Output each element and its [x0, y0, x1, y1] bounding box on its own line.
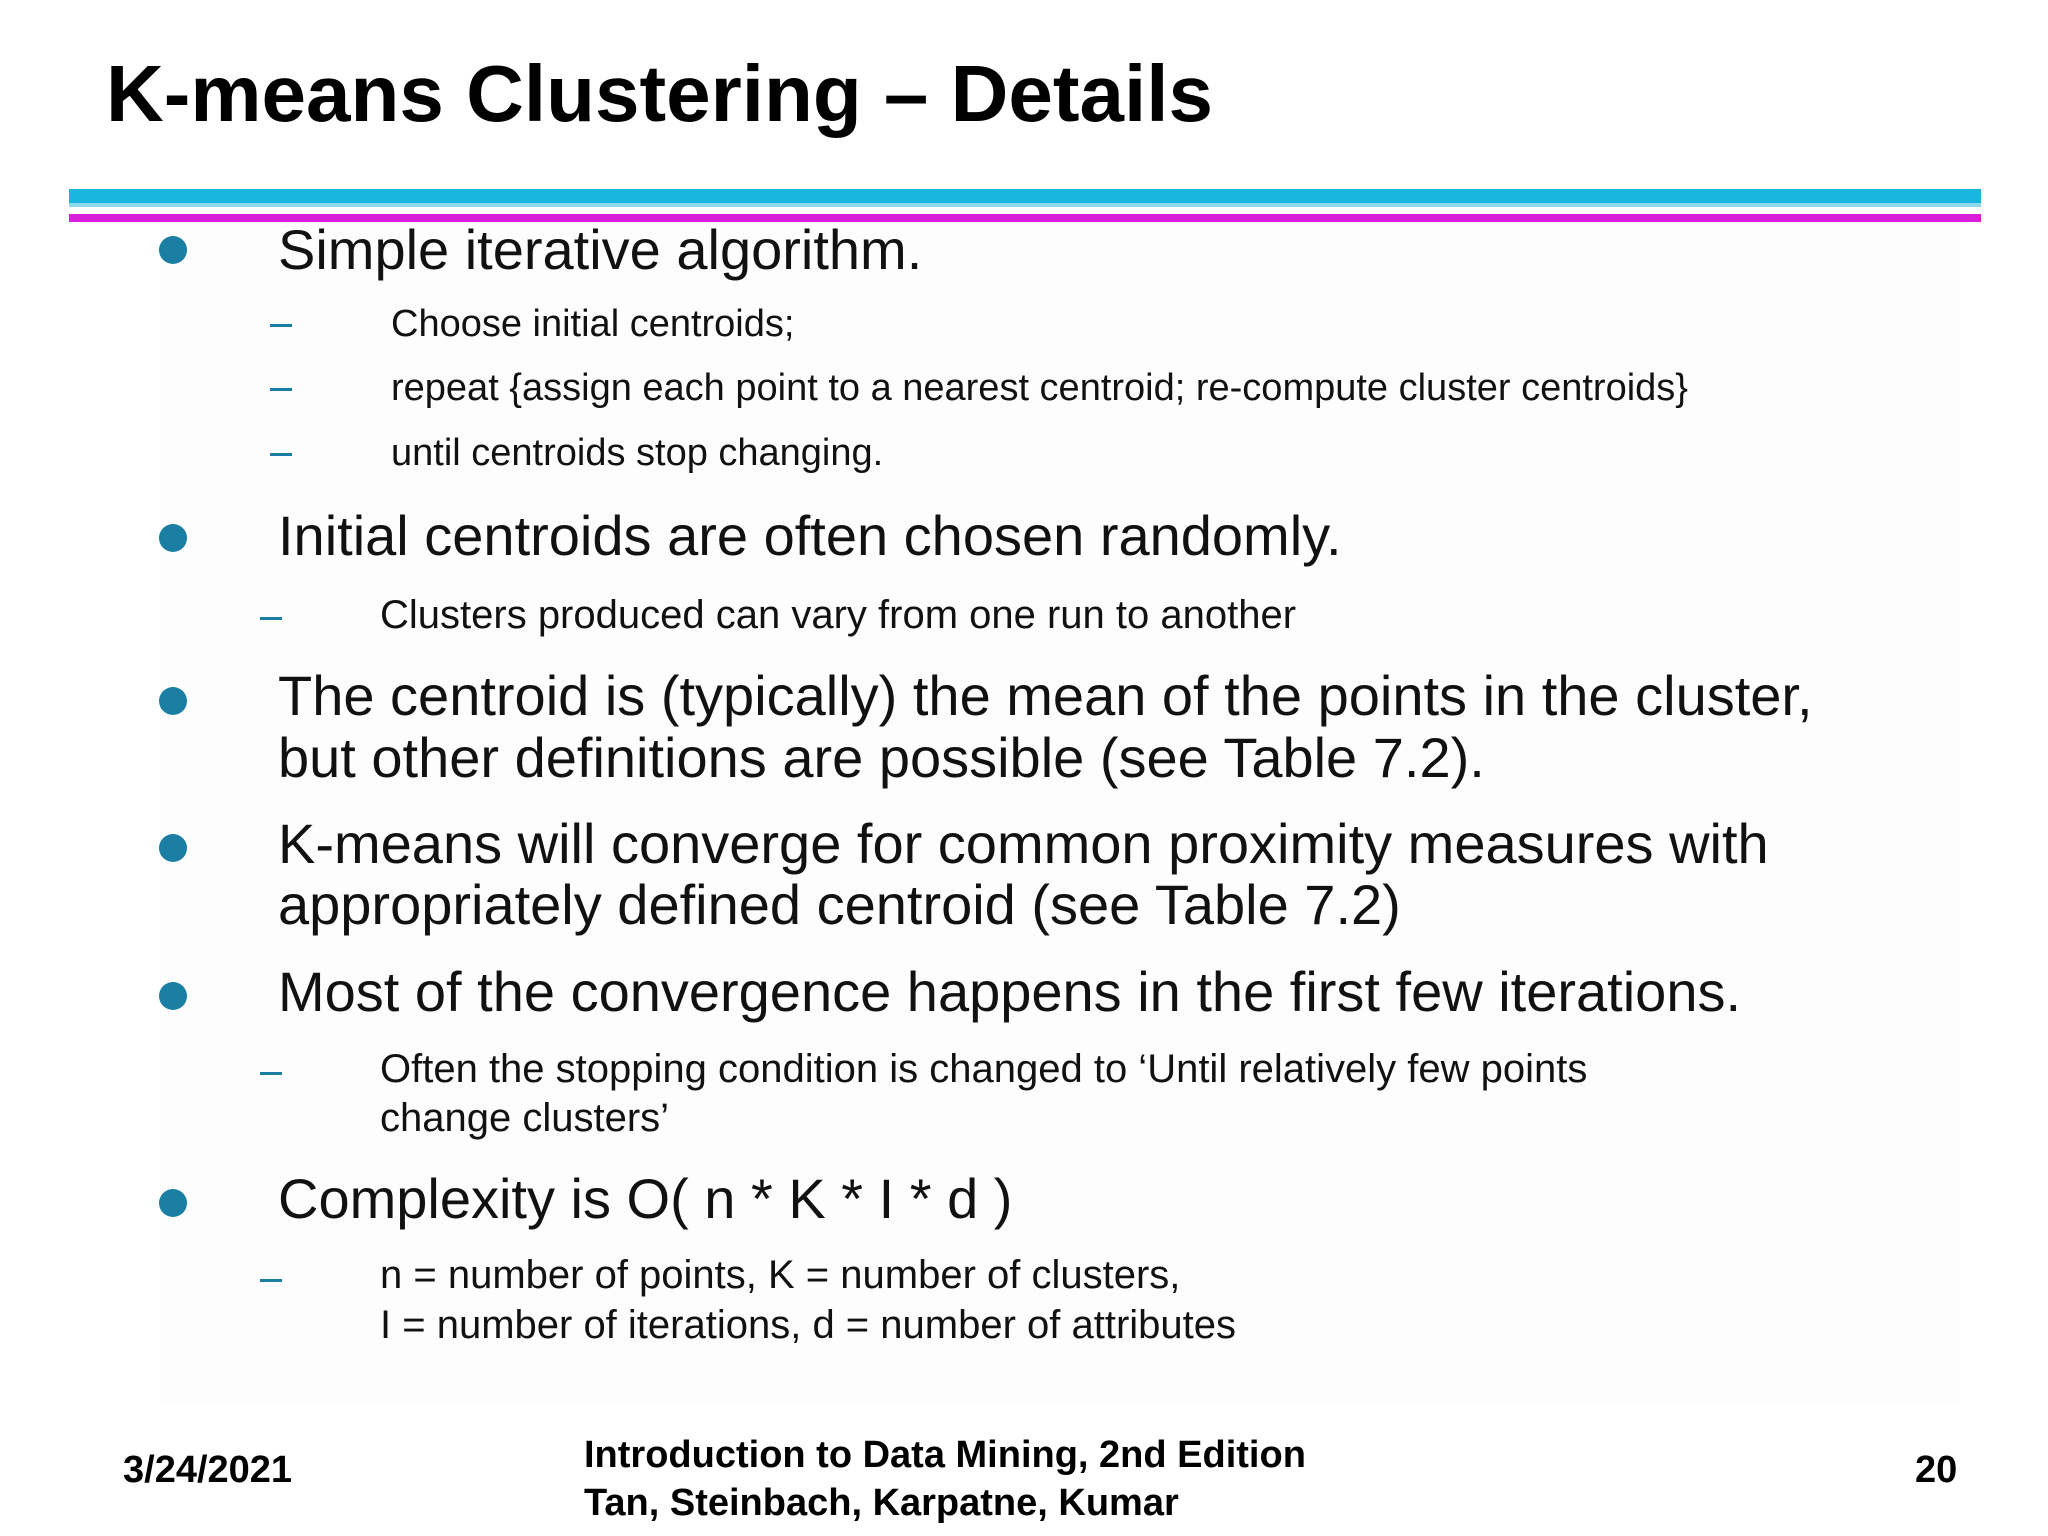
- dash-icon: [260, 617, 282, 620]
- bullet-1-text: Simple iterative algorithm.: [278, 218, 923, 281]
- title-rule-cyan-shadow: [69, 203, 1981, 207]
- footer-book-title: Introduction to Data Mining, 2nd Edition: [584, 1434, 1306, 1476]
- bullet-2-text: Initial centroids are often chosen randomly.: [278, 504, 1342, 567]
- footer-date: 3/24/2021: [123, 1449, 293, 1491]
- bullet-2-sub-1: Clusters produced can vary from one run to another: [380, 593, 1297, 637]
- bullet-5-sub-line-1: Often the stopping condition is changed to ‘Until relatively few points: [380, 1047, 1588, 1091]
- bullet-6-sub-line-2: I = number of iterations, d = number of attributes: [380, 1303, 1237, 1347]
- bullet-6-sub-line-1: n = number of points, K = number of clusters,: [380, 1253, 1181, 1297]
- dash-icon: [270, 324, 292, 327]
- bullet-5-sub-line-2: change clusters’: [380, 1096, 670, 1140]
- page-number: 20: [1915, 1449, 1958, 1491]
- bullet-icon: [159, 982, 187, 1010]
- bullet-icon: [159, 236, 187, 264]
- title-rule-cyan: [69, 189, 1981, 203]
- dash-icon: [270, 388, 292, 391]
- footer-book-authors: Tan, Steinbach, Karpatne, Kumar: [584, 1482, 1179, 1524]
- footer-book-citation: [584, 1431, 1306, 1527]
- bullet-icon: [159, 834, 187, 862]
- bullet-4-line-1: K-means will converge for common proximity measures with: [278, 812, 1769, 875]
- bullet-4-line-2: appropriately defined centroid (see Table 7.2): [278, 873, 1401, 936]
- bullet-3-line-2: but other definitions are possible (see Table 7.2).: [278, 726, 1485, 789]
- bullet-1-sub-1: Choose initial centroids;: [391, 303, 795, 345]
- bullet-6-text: Complexity is O( n * K * I * d ): [278, 1167, 1013, 1230]
- bullet-icon: [159, 1189, 187, 1217]
- bullet-3-line-1: The centroid is (typically) the mean of the points in the cluster,: [278, 664, 1813, 727]
- bullet-icon: [159, 524, 187, 552]
- slide-title: K-means Clustering – Details: [106, 49, 1213, 138]
- bullet-1-sub-2: repeat {assign each point to a nearest centroid; re-compute cluster centroids}: [391, 367, 1688, 409]
- bullet-5-text: Most of the convergence happens in the first few iterations.: [278, 960, 1742, 1023]
- dash-icon: [260, 1072, 282, 1075]
- dash-icon: [260, 1279, 282, 1282]
- dash-icon: [270, 453, 292, 456]
- bullet-icon: [159, 687, 187, 715]
- bullet-1-sub-3: until centroids stop changing.: [391, 432, 884, 474]
